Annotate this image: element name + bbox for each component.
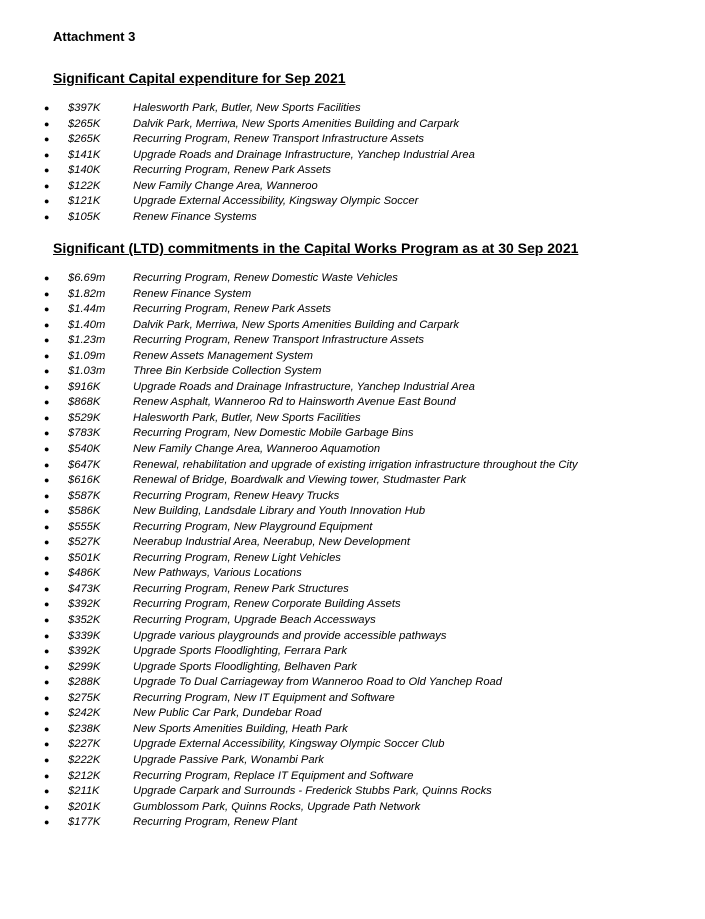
bullet-icon: ● [44, 118, 50, 129]
item-description: Recurring Program, New Domestic Mobile Garbage Bins [133, 427, 414, 440]
item-description: Upgrade External Accessibility, Kingsway Olympic Soccer [133, 195, 419, 208]
list-item [0, 551, 705, 567]
list-item [0, 271, 705, 287]
bullet-icon: ● [44, 366, 50, 377]
list-item [0, 675, 705, 691]
list-item [0, 333, 705, 349]
item-description: New Public Car Park, Dundebar Road [133, 707, 322, 720]
bullet-icon: ● [44, 521, 50, 532]
item-amount: $527K [68, 536, 101, 549]
item-amount: $868K [68, 396, 101, 409]
item-amount: $227K [68, 738, 101, 751]
item-description: Upgrade External Accessibility, Kingsway Olympic Soccer Club [133, 738, 445, 751]
item-amount: $647K [68, 458, 101, 471]
list-item [0, 117, 705, 133]
list-item [0, 473, 705, 489]
attachment-label: Attachment 3 [53, 29, 136, 44]
item-description: Upgrade Sports Floodlighting, Belhaven Park [133, 660, 357, 673]
bullet-icon: ● [44, 677, 50, 688]
item-amount: $122K [68, 179, 101, 192]
item-amount: $242K [68, 707, 101, 720]
list-item [0, 769, 705, 785]
item-description: Renewal of Bridge, Boardwalk and Viewing tower, Studmaster Park [133, 474, 467, 487]
list-item [0, 535, 705, 551]
bullet-icon: ● [44, 786, 50, 797]
item-description: Recurring Program, New Playground Equipment [133, 520, 373, 533]
bullet-icon: ● [44, 723, 50, 734]
bullet-icon: ● [44, 615, 50, 626]
list-item [0, 629, 705, 645]
bullet-icon: ● [44, 459, 50, 470]
item-amount: $1.23m [68, 334, 106, 347]
item-amount: $201K [68, 800, 101, 813]
bullet-icon: ● [44, 817, 50, 828]
list-item [0, 302, 705, 318]
bullet-icon: ● [44, 304, 50, 315]
list-item [0, 706, 705, 722]
list-item [0, 800, 705, 816]
list-item [0, 566, 705, 582]
item-description: Recurring Program, Replace IT Equipment and Software [133, 769, 414, 782]
list-item [0, 458, 705, 474]
item-description: Recurring Program, Renew Domestic Waste Vehicles [133, 272, 398, 284]
bullet-icon: ● [44, 196, 50, 207]
item-amount: $275K [68, 691, 101, 704]
list-item [0, 722, 705, 738]
bullet-icon: ● [44, 646, 50, 657]
item-amount: $1.44m [68, 303, 106, 316]
item-amount: $211K [68, 785, 100, 798]
list-item [0, 613, 705, 629]
list-item [0, 504, 705, 520]
item-amount: $392K [68, 598, 101, 611]
bullet-icon: ● [44, 335, 50, 346]
list-item [0, 582, 705, 598]
item-amount: $212K [68, 769, 101, 782]
item-amount: $555K [68, 520, 101, 533]
ltd-commitments-list [0, 271, 705, 831]
item-description: Recurring Program, Renew Park Assets [133, 164, 331, 177]
item-amount: $501K [68, 551, 101, 564]
bullet-icon: ● [44, 475, 50, 486]
item-description: Halesworth Park, Butler, New Sports Facilities [133, 102, 361, 114]
item-amount: $473K [68, 582, 101, 595]
item-description: Recurring Program, Renew Park Assets [133, 303, 331, 316]
item-amount: $177K [68, 816, 101, 829]
list-item [0, 132, 705, 148]
item-amount: $1.40m [68, 318, 106, 331]
section-heading-capital-expenditure: Significant Capital expenditure for Sep 2021 [53, 70, 346, 86]
item-description: Upgrade Passive Park, Wonambi Park [133, 753, 324, 766]
list-item [0, 364, 705, 380]
item-amount: $916K [68, 380, 101, 393]
bullet-icon: ● [44, 661, 50, 672]
list-item [0, 148, 705, 164]
bullet-icon: ● [44, 630, 50, 641]
item-amount: $1.82m [68, 287, 106, 300]
item-amount: $1.09m [68, 349, 106, 362]
item-description: New Family Change Area, Wanneroo [133, 179, 318, 192]
list-item [0, 194, 705, 210]
list-item [0, 287, 705, 303]
item-description: Recurring Program, Renew Light Vehicles [133, 551, 341, 564]
list-item [0, 210, 705, 226]
item-amount: $141K [68, 148, 101, 161]
list-item [0, 179, 705, 195]
item-description: Renewal, rehabilitation and upgrade of existing irrigation infrastructure throughout the City [133, 458, 578, 471]
item-description: Recurring Program, Renew Transport Infrastructure Assets [133, 133, 424, 146]
item-description: Recurring Program, Renew Corporate Building Assets [133, 598, 401, 611]
list-item [0, 411, 705, 427]
item-description: Recurring Program, Renew Heavy Trucks [133, 489, 340, 502]
list-item [0, 442, 705, 458]
item-description: Renew Finance Systems [133, 210, 257, 223]
item-description: New Family Change Area, Wanneroo Aquamotion [133, 443, 381, 456]
item-amount: $299K [68, 660, 101, 673]
bullet-icon: ● [44, 444, 50, 455]
bullet-icon: ● [44, 708, 50, 719]
bullet-icon: ● [44, 381, 50, 392]
item-description: Renew Asphalt, Wanneroo Rd to Hainsworth Avenue East Bound [133, 396, 456, 409]
item-description: Neerabup Industrial Area, Neerabup, New Development [133, 536, 410, 549]
item-amount: $105K [68, 210, 101, 223]
item-amount: $352K [68, 614, 101, 627]
item-description: Upgrade Carpark and Surrounds - Frederick Stubbs Park, Quinns Rocks [133, 785, 492, 798]
item-amount: $616K [68, 474, 101, 487]
list-item [0, 318, 705, 334]
item-description: Upgrade To Dual Carriageway from Wanneroo Road to Old Yanchep Road [133, 676, 502, 689]
bullet-icon: ● [44, 428, 50, 439]
item-description: Gumblossom Park, Quinns Rocks, Upgrade Path Network [133, 800, 421, 813]
bullet-icon: ● [44, 319, 50, 330]
item-description: Upgrade Roads and Drainage Infrastructure, Yanchep Industrial Area [133, 380, 475, 393]
item-description: Upgrade various playgrounds and provide accessible pathways [133, 629, 447, 642]
bullet-icon: ● [44, 134, 50, 145]
list-item [0, 163, 705, 179]
item-amount: $6.69m [68, 272, 106, 284]
item-amount: $783K [68, 427, 101, 440]
item-amount: $339K [68, 629, 101, 642]
bullet-icon: ● [44, 397, 50, 408]
item-description: New Pathways, Various Locations [133, 567, 302, 580]
item-description: Recurring Program, Renew Plant [133, 816, 298, 829]
list-item [0, 489, 705, 505]
bullet-icon: ● [44, 506, 50, 517]
bullet-icon: ● [44, 739, 50, 750]
list-item [0, 784, 705, 800]
list-item [0, 520, 705, 536]
bullet-icon: ● [44, 490, 50, 501]
bullet-icon: ● [44, 103, 50, 113]
item-amount: $265K [68, 117, 101, 130]
bullet-icon: ● [44, 552, 50, 563]
bullet-icon: ● [44, 412, 50, 423]
bullet-icon: ● [44, 770, 50, 781]
item-amount: $586K [68, 505, 101, 518]
item-description: Recurring Program, New IT Equipment and Software [133, 691, 395, 704]
item-amount: $392K [68, 645, 101, 658]
list-item [0, 753, 705, 769]
item-amount: $222K [68, 753, 101, 766]
item-amount: $288K [68, 676, 101, 689]
list-item [0, 737, 705, 753]
list-item [0, 691, 705, 707]
item-amount: $238K [68, 722, 101, 735]
item-description: Renew Assets Management System [133, 349, 313, 362]
bullet-icon: ● [44, 180, 50, 191]
item-description: Dalvik Park, Merriwa, New Sports Amenities Building and Carpark [133, 117, 460, 130]
bullet-icon: ● [44, 165, 50, 176]
list-item [0, 597, 705, 613]
item-amount: $1.03m [68, 365, 106, 378]
item-description: Upgrade Sports Floodlighting, Ferrara Park [133, 645, 347, 658]
item-description: Three Bin Kerbside Collection System [133, 365, 322, 378]
list-item [0, 349, 705, 365]
list-item [0, 380, 705, 396]
item-description: New Sports Amenities Building, Heath Park [133, 722, 348, 735]
item-description: Upgrade Roads and Drainage Infrastructure, Yanchep Industrial Area [133, 148, 475, 161]
item-amount: $265K [68, 133, 101, 146]
item-description: Recurring Program, Renew Park Structures [133, 582, 349, 595]
item-description: Recurring Program, Renew Transport Infrastructure Assets [133, 334, 424, 347]
bullet-icon: ● [44, 149, 50, 160]
item-amount: $121K [68, 195, 101, 208]
item-description: Dalvik Park, Merriwa, New Sports Amenities Building and Carpark [133, 318, 460, 331]
item-amount: $529K [68, 411, 101, 424]
bullet-icon: ● [44, 568, 50, 579]
bullet-icon: ● [44, 350, 50, 361]
section-heading-ltd-commitments: Significant (LTD) commitments in the Capital Works Program as at 30 Sep 2021 [53, 240, 579, 256]
bullet-icon: ● [44, 583, 50, 594]
bullet-icon: ● [44, 754, 50, 765]
bullet-icon: ● [44, 801, 50, 812]
bullet-icon: ● [44, 211, 50, 222]
item-description: New Building, Landsdale Library and Youth Innovation Hub [133, 505, 426, 518]
bullet-icon: ● [44, 537, 50, 548]
item-description: Renew Finance System [133, 287, 252, 300]
list-item [0, 644, 705, 660]
bullet-icon: ● [44, 599, 50, 610]
list-item [0, 395, 705, 411]
list-item [0, 815, 705, 831]
bullet-icon: ● [44, 692, 50, 703]
item-amount: $397K [68, 102, 101, 114]
item-description: Halesworth Park, Butler, New Sports Facilities [133, 411, 361, 424]
item-amount: $587K [68, 489, 101, 502]
item-description: Recurring Program, Upgrade Beach Accessways [133, 614, 376, 627]
item-amount: $140K [68, 164, 101, 177]
bullet-icon: ● [44, 273, 50, 283]
item-amount: $540K [68, 443, 101, 456]
capital-expenditure-list [0, 101, 705, 225]
list-item [0, 101, 705, 117]
item-amount: $486K [68, 567, 101, 580]
list-item [0, 426, 705, 442]
bullet-icon: ● [44, 288, 50, 299]
list-item [0, 660, 705, 676]
